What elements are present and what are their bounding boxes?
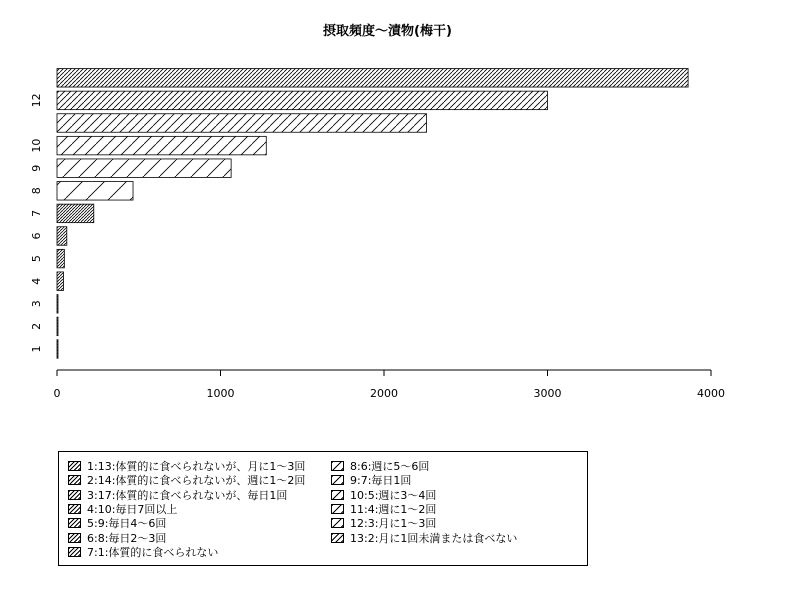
y-tick-label: 8 bbox=[30, 187, 43, 195]
legend-item bbox=[331, 489, 436, 502]
legend-swatch bbox=[68, 490, 81, 500]
bar-2 bbox=[57, 317, 58, 336]
legend-swatch bbox=[331, 490, 344, 500]
bar-10 bbox=[57, 136, 266, 155]
legend-label: 6:8:毎日2～3回 bbox=[87, 531, 167, 545]
bar-12 bbox=[57, 91, 548, 110]
legend-swatch bbox=[68, 475, 81, 485]
bar-9 bbox=[57, 159, 231, 178]
legend-label: 11:4:週に1～2回 bbox=[350, 502, 437, 516]
y-tick-label: 9 bbox=[30, 164, 43, 172]
legend-label: 10:5:週に3～4回 bbox=[350, 488, 437, 502]
legend-item bbox=[68, 532, 166, 545]
y-tick-label: 10 bbox=[30, 138, 43, 153]
legend-item bbox=[68, 489, 287, 502]
legend-item bbox=[331, 460, 429, 473]
legend-swatch bbox=[68, 533, 81, 543]
legend-label: 1:13:体質的に食べられないが、月に1～3回 bbox=[87, 460, 306, 473]
legend-label: 12:3:月に1～3回 bbox=[350, 517, 437, 531]
legend-label: 2:14:体質的に食べられないが、週に1～2回 bbox=[87, 474, 306, 488]
x-tick-label: 3000 bbox=[533, 387, 562, 400]
legend-swatch bbox=[331, 475, 344, 485]
legend-item bbox=[331, 503, 436, 516]
legend-item bbox=[68, 546, 218, 559]
legend-item bbox=[331, 517, 436, 530]
legend-swatch bbox=[68, 547, 81, 557]
legend-label: 7:1:体質的に食べられない bbox=[87, 545, 219, 559]
y-tick-label: 7 bbox=[30, 209, 43, 217]
legend-item bbox=[68, 460, 305, 473]
legend bbox=[58, 451, 588, 566]
bar-11 bbox=[57, 114, 427, 133]
legend-swatch bbox=[68, 504, 81, 514]
legend-label: 4:10:毎日7回以上 bbox=[87, 502, 178, 516]
bar-1 bbox=[57, 340, 58, 359]
legend-item bbox=[68, 517, 166, 530]
legend-label: 8:6:週に5～6回 bbox=[350, 460, 430, 473]
legend-label: 13:2:月に1回未満または食べない bbox=[350, 531, 518, 545]
y-tick-label: 12 bbox=[30, 93, 43, 108]
y-tick-label: 3 bbox=[30, 300, 43, 308]
legend-swatch bbox=[331, 461, 344, 471]
chart-title: 摂取頻度～漬物(梅干) bbox=[323, 24, 452, 39]
bar-8 bbox=[57, 182, 133, 201]
x-tick-label: 0 bbox=[53, 387, 61, 400]
bar-13 bbox=[57, 69, 688, 88]
y-tick-label: 4 bbox=[30, 277, 43, 285]
legend-item bbox=[331, 474, 411, 487]
x-tick-label: 4000 bbox=[697, 387, 725, 400]
legend-item bbox=[331, 532, 517, 545]
legend-label: 9:7:毎日1回 bbox=[350, 474, 412, 488]
y-tick-label: 5 bbox=[30, 255, 43, 263]
bar-6 bbox=[57, 227, 67, 246]
y-tick-label: 2 bbox=[30, 322, 43, 330]
legend-swatch bbox=[331, 533, 344, 543]
bar-5 bbox=[57, 249, 64, 268]
legend-swatch bbox=[331, 518, 344, 528]
bar-4 bbox=[57, 272, 64, 291]
legend-item bbox=[68, 474, 305, 487]
y-tick-label: 1 bbox=[30, 345, 43, 353]
legend-swatch bbox=[68, 518, 81, 528]
bar-7 bbox=[57, 204, 94, 223]
legend-item bbox=[68, 503, 177, 516]
x-tick-label: 1000 bbox=[206, 387, 235, 400]
legend-swatch bbox=[68, 461, 81, 471]
x-tick-label: 2000 bbox=[370, 387, 398, 400]
y-tick-label: 6 bbox=[30, 232, 43, 240]
legend-swatch bbox=[331, 504, 344, 514]
legend-label: 3:17:体質的に食べられないが、毎日1回 bbox=[87, 488, 288, 502]
bar-3 bbox=[57, 295, 58, 314]
legend-label: 5:9:毎日4～6回 bbox=[87, 517, 167, 531]
